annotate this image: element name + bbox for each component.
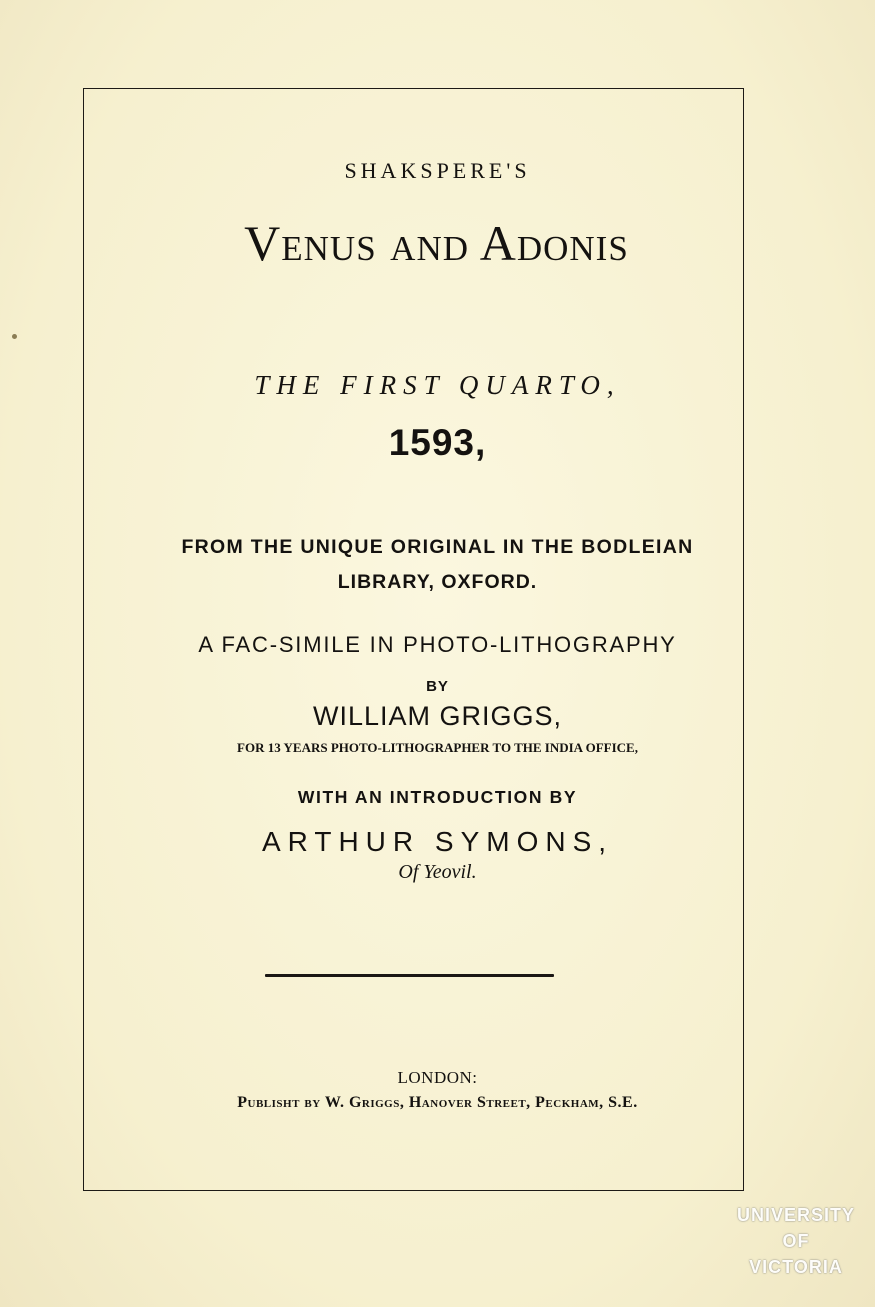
author-possessive: SHAKSPERE'S — [344, 158, 531, 183]
watermark-line-1: UNIVERSITY — [736, 1205, 856, 1225]
introduction-line: WITH AN INTRODUCTION BY — [297, 787, 578, 807]
lithographer-note: FOR 13 YEARS PHOTO-LITHOGRAPHER TO THE INDIA OFFICE, — [237, 740, 638, 755]
library-watermark — [736, 1202, 856, 1280]
lithographer-name: WILLIAM GRIGGS, — [312, 701, 563, 731]
publisher-imprint: Publisht by W. Griggs, Hanover Street, Peckham, S.E. — [237, 1094, 638, 1111]
introducer-name: ARTHUR SYMONS, — [261, 826, 614, 857]
by-line: BY — [426, 678, 449, 695]
source-line-2: LIBRARY, OXFORD. — [337, 571, 538, 593]
divider-rule — [265, 974, 554, 977]
imprint-place: LONDON: — [397, 1068, 478, 1087]
watermark-line-3: VICTORIA — [749, 1257, 843, 1277]
introducer-place: Of Yeovil. — [398, 861, 477, 883]
edition-subtitle: THE FIRST QUARTO, — [254, 370, 621, 400]
facsimile-line: A FAC-SIMILE IN PHOTO-LITHOGRAPHY — [198, 632, 677, 657]
work-title: Venus and Adonis — [244, 215, 629, 271]
paper-speck — [12, 334, 17, 339]
source-line-1: FROM THE UNIQUE ORIGINAL IN THE BODLEIAN — [181, 536, 694, 558]
watermark-line-2: OF — [782, 1231, 810, 1251]
edition-year: 1593, — [388, 422, 487, 463]
